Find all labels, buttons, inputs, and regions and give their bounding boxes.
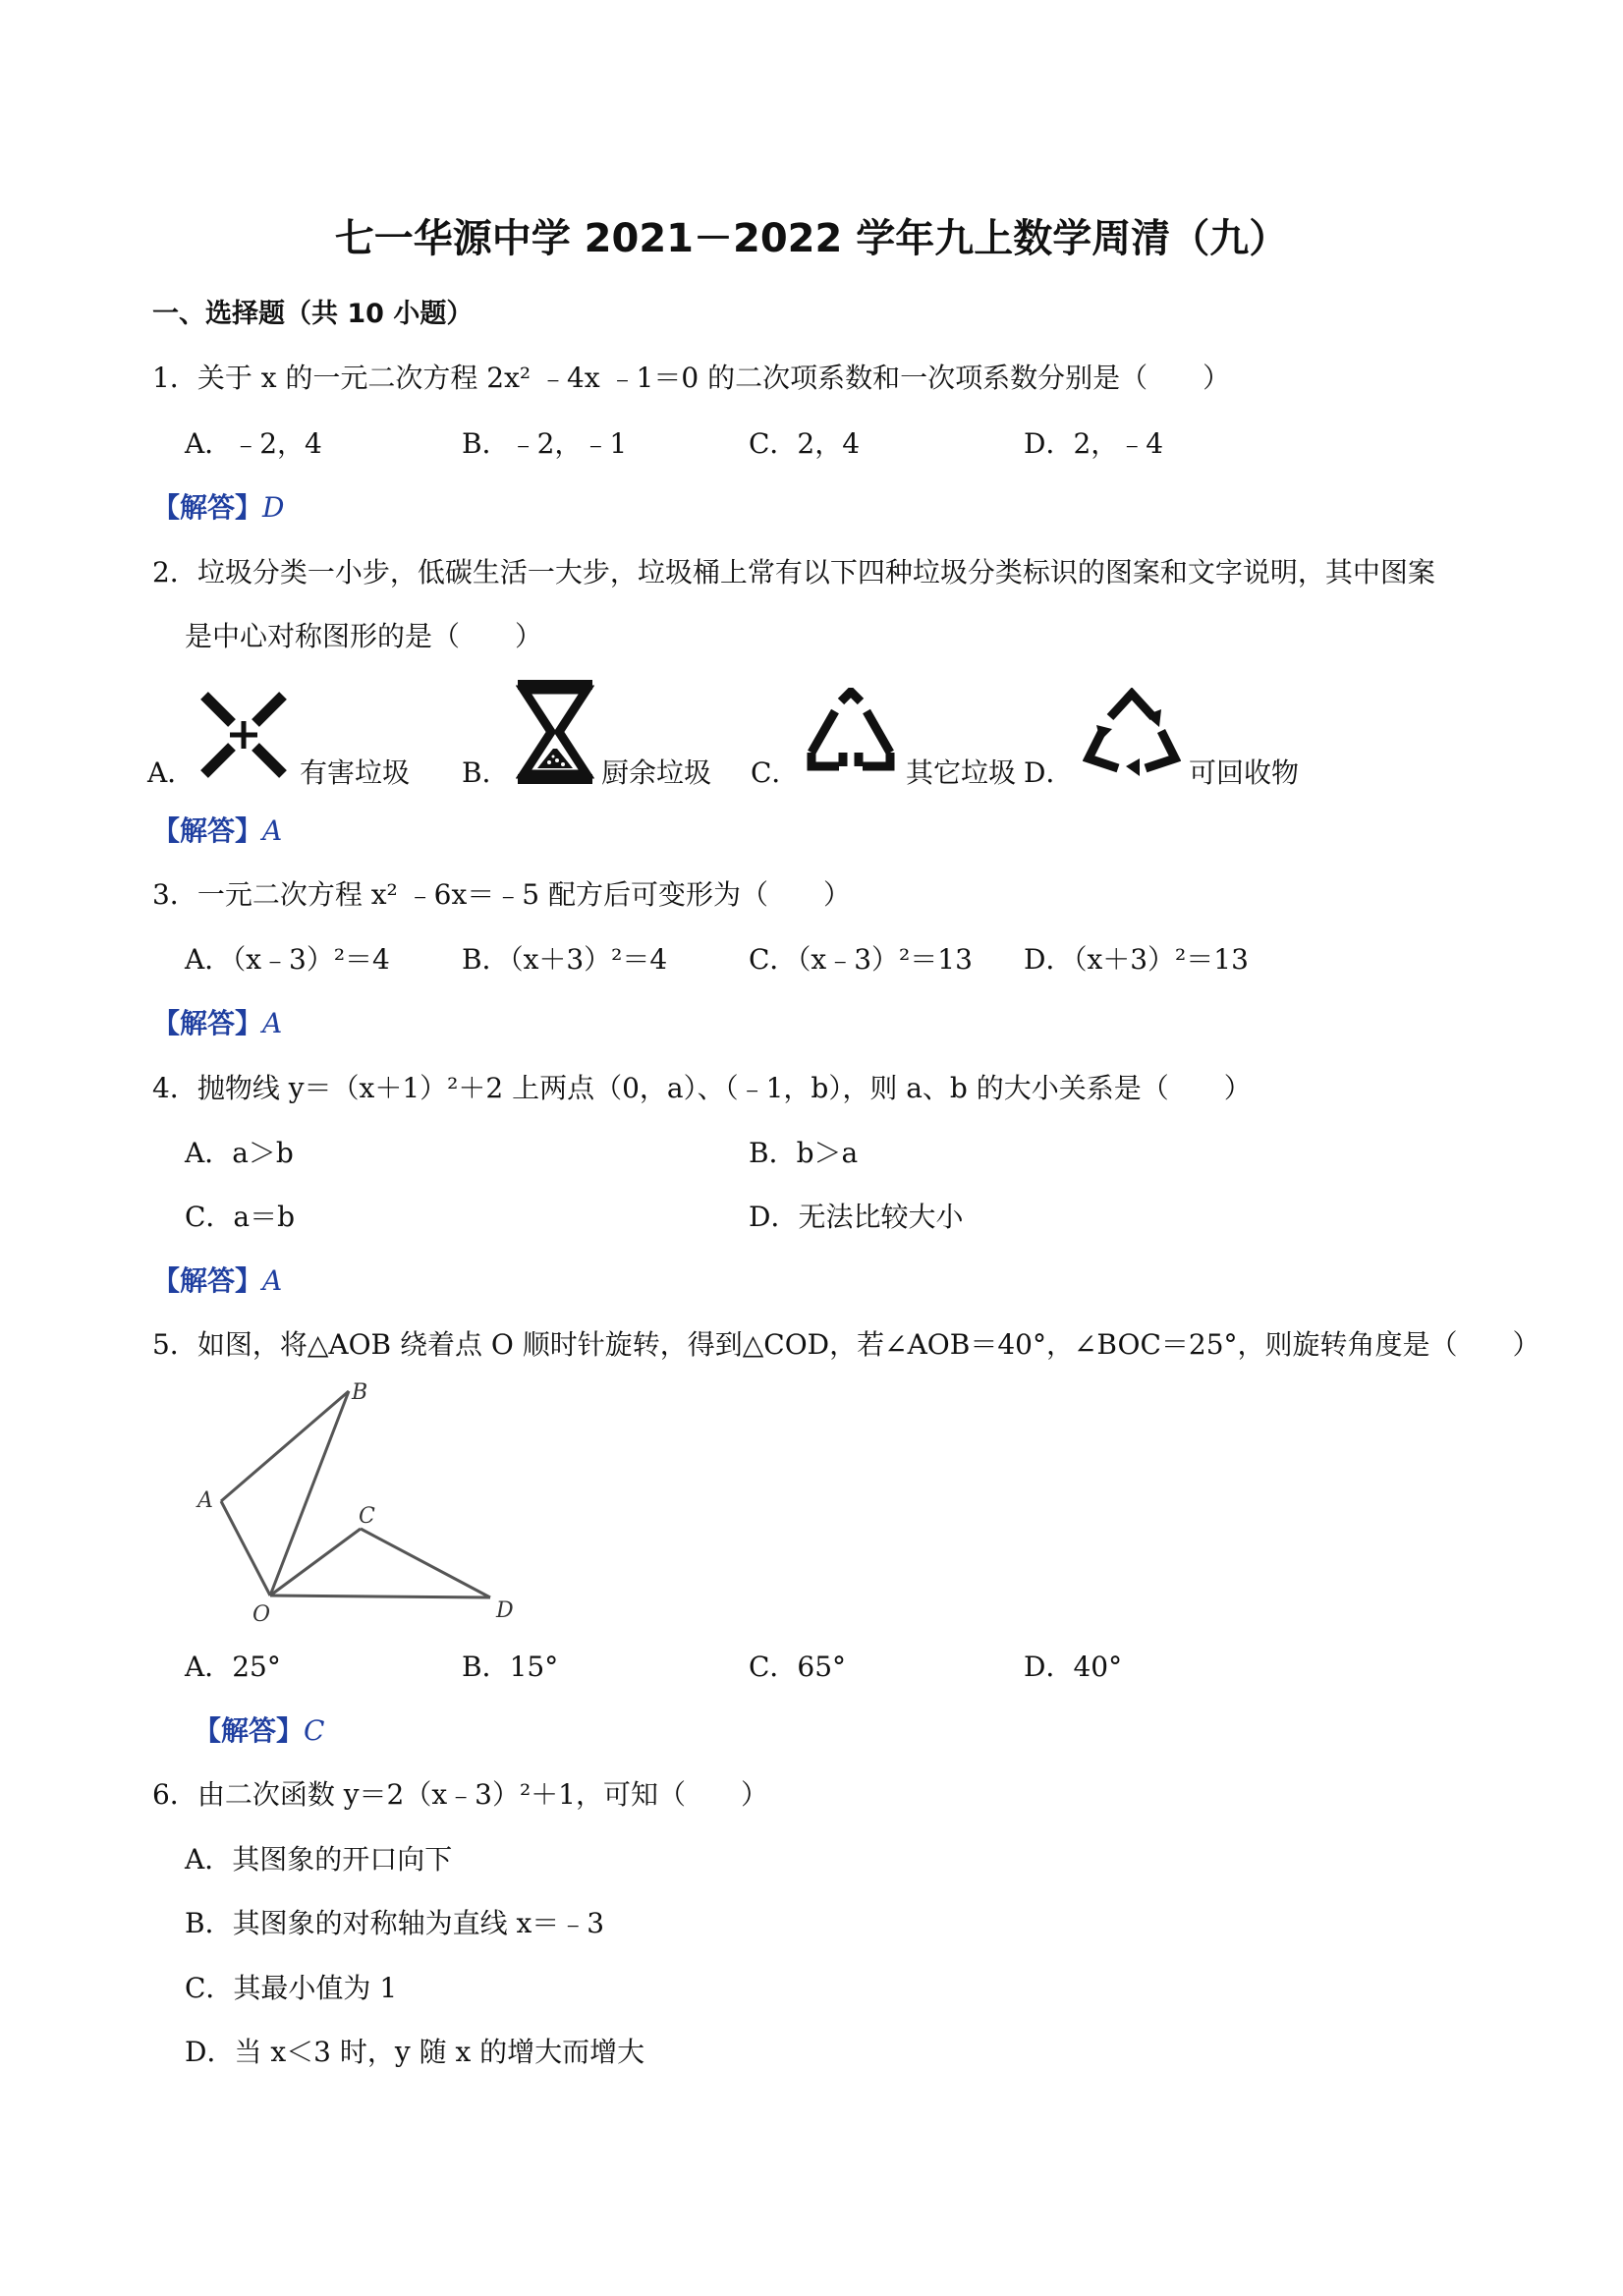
- question-2-stem-line2: 是中心对称图形的是（ ）: [185, 620, 543, 652]
- rotation-figure: [192, 1375, 526, 1646]
- label-o: O: [252, 1602, 271, 1627]
- question-2-stem-line1: 2．垃圾分类一小步，低碳生活一大步，垃圾桶上常有以下四种垃圾分类标识的图案和文字说明，其中图案: [152, 556, 1435, 588]
- q3-option-a: A．（x﹣3）²＝4: [185, 943, 390, 976]
- q2-option-c-letter: C．: [751, 756, 800, 789]
- other-waste-icon: [804, 688, 898, 776]
- answer-label: 【解答】: [152, 491, 263, 524]
- q2-caption-b: 厨余垃圾: [601, 756, 712, 789]
- answer-label: 【解答】: [152, 814, 263, 847]
- answer-value: D: [262, 491, 285, 524]
- q5-option-a: A．25°: [185, 1651, 281, 1683]
- q5-answer: [194, 1714, 325, 1747]
- q6-option-a: A．其图象的开口向下: [185, 1843, 453, 1876]
- answer-label: 【解答】: [152, 1264, 263, 1297]
- q2-caption-c: 其它垃圾: [906, 756, 1017, 789]
- q2-option-b-letter: B．: [462, 756, 510, 789]
- hazardous-waste-icon: [196, 688, 291, 782]
- q5-option-b: B．15°: [462, 1651, 559, 1683]
- label-b: B: [352, 1380, 368, 1405]
- q4-option-b: B．b＞a: [749, 1137, 859, 1169]
- answer-value: A: [262, 1264, 283, 1297]
- page-title: 七一华源中学 2021－2022 学年九上数学周清（九）: [334, 216, 1289, 261]
- q4-option-a: A．a＞b: [185, 1137, 294, 1169]
- q2-caption-a: 有害垃圾: [300, 756, 411, 789]
- label-d: D: [496, 1598, 514, 1623]
- q4-option-d: D．无法比较大小: [749, 1201, 964, 1233]
- answer-value: A: [262, 814, 283, 847]
- question-4-stem: 4．抛物线 y＝（x＋1）²＋2 上两点（0，a）、（﹣1，b），则 a、b 的大小关系是（ ）: [152, 1072, 1252, 1104]
- q3-answer: [152, 1007, 283, 1039]
- q3-option-b: B．（x＋3）²＝4: [462, 943, 668, 976]
- q2-answer: [152, 814, 283, 847]
- q2-option-a-letter: A．: [147, 756, 196, 789]
- answer-label: 【解答】: [194, 1714, 305, 1747]
- q1-answer: [152, 491, 285, 524]
- label-c: C: [359, 1504, 375, 1529]
- q6-option-d: D．当 x＜3 时，y 随 x 的增大而增大: [185, 2036, 645, 2068]
- q6-option-c: C．其最小值为 1: [185, 1972, 398, 2004]
- q3-option-c: C．（x﹣3）²＝13: [749, 943, 973, 976]
- q1-option-b: B．﹣2，﹣1: [462, 427, 628, 460]
- label-a: A: [197, 1488, 213, 1513]
- q1-option-d: D．2，﹣4: [1024, 427, 1164, 460]
- q1-option-c: C．2，4: [749, 427, 861, 460]
- q6-option-b: B．其图象的对称轴为直线 x＝﹣3: [185, 1907, 605, 1939]
- answer-value: C: [304, 1714, 325, 1747]
- q5-option-d: D．40°: [1024, 1651, 1123, 1683]
- question-1-stem: 1．关于 x 的一元二次方程 2x² ﹣4x ﹣1＝0 的二次项系数和一次项系数分别是（ ）: [152, 362, 1231, 394]
- kitchen-waste-icon: [516, 678, 594, 786]
- answer-label: 【解答】: [152, 1007, 263, 1039]
- q4-option-c: C．a＝b: [185, 1201, 296, 1233]
- q2-caption-d: 可回收物: [1189, 756, 1300, 789]
- recyclable-icon: [1083, 688, 1181, 776]
- q4-answer: [152, 1264, 283, 1297]
- question-5-stem: 5．如图，将△AOB 绕着点 O 顺时针旋转，得到△COD，若∠AOB＝40°，∠BOC＝25°，则旋转角度是（ ）: [152, 1328, 1540, 1361]
- q5-option-c: C．65°: [749, 1651, 847, 1683]
- question-3-stem: 3．一元二次方程 x² ﹣6x＝﹣5 配方后可变形为（ ）: [152, 878, 851, 911]
- question-6-stem: 6．由二次函数 y＝2（x﹣3）²＋1，可知（ ）: [152, 1778, 768, 1811]
- q2-option-d-letter: D．: [1024, 756, 1074, 789]
- answer-value: A: [262, 1007, 283, 1039]
- q3-option-d: D．（x＋3）²＝13: [1024, 943, 1249, 976]
- section-heading: 一、选择题（共 10 小题）: [152, 299, 474, 329]
- q1-option-a: A．﹣2，4: [185, 427, 322, 460]
